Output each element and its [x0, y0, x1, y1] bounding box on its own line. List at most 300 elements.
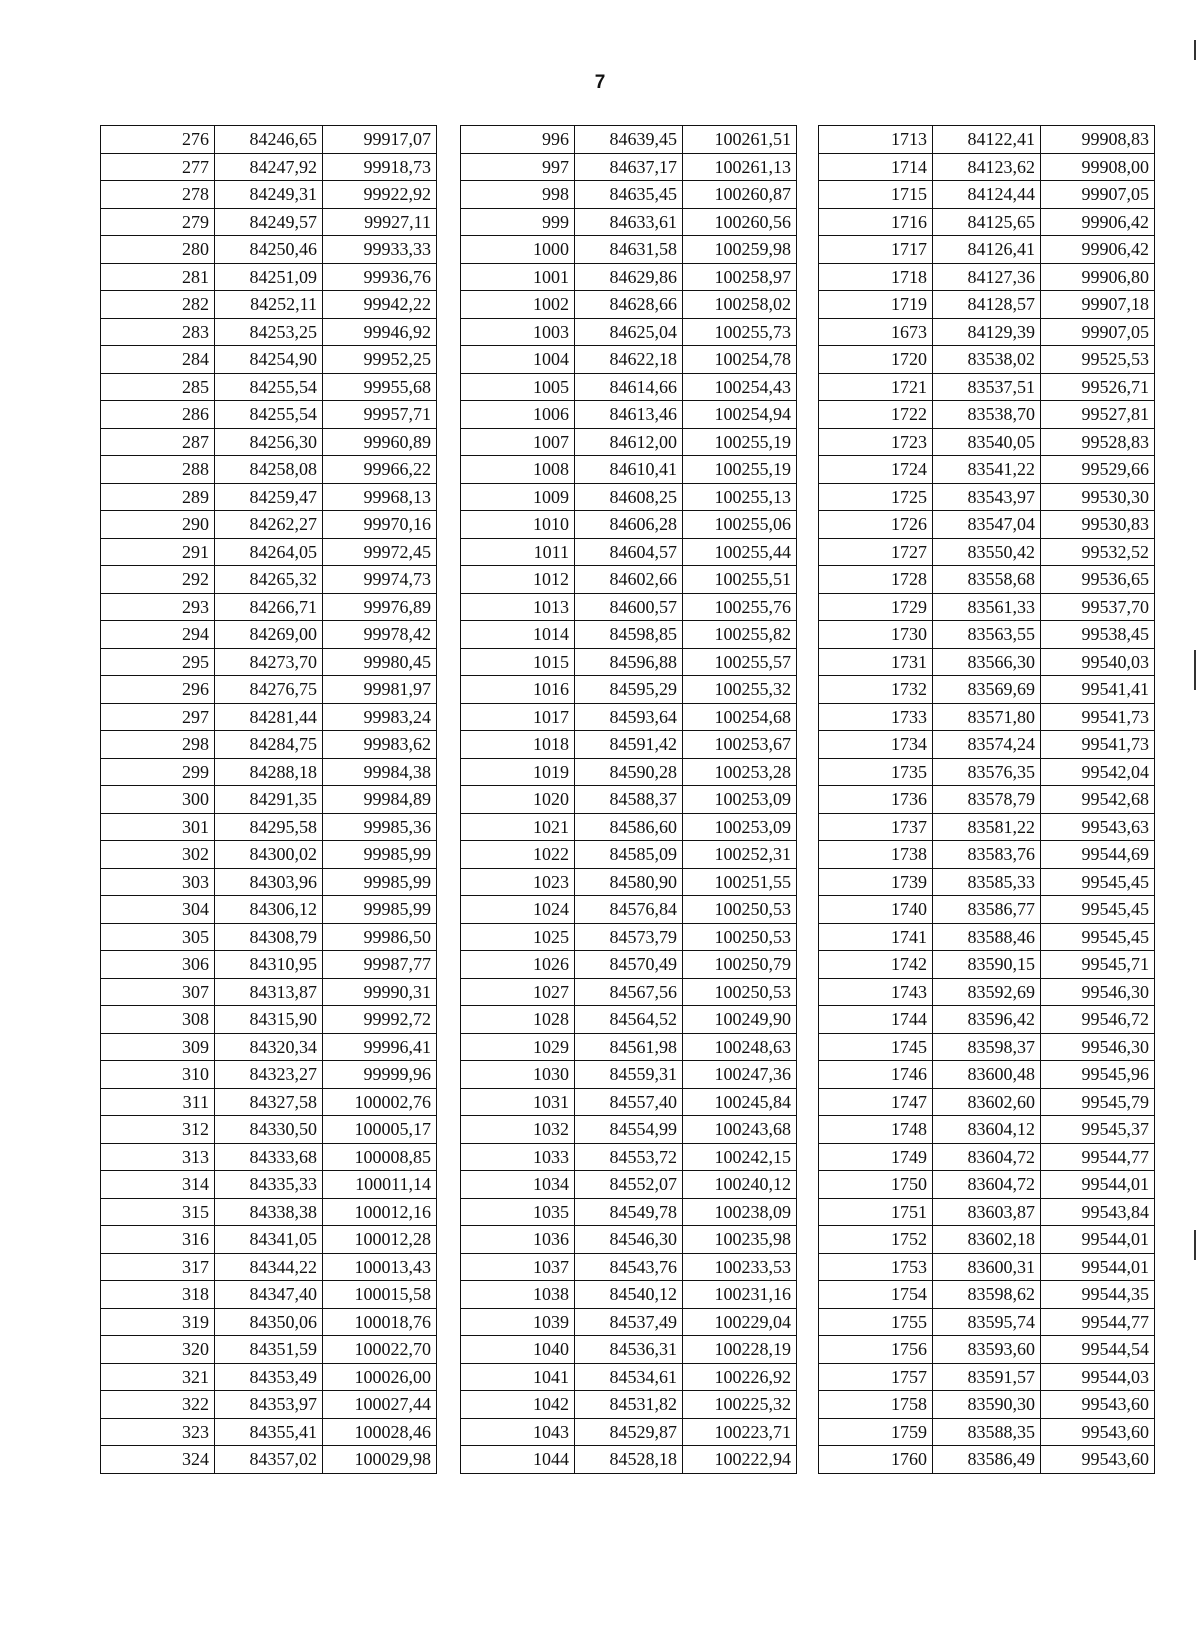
table-row: [461, 951, 797, 979]
point-number-cell: 304: [101, 896, 215, 924]
point-number-cell: 998: [461, 181, 575, 209]
y-coordinate-cell: 99541,41: [1041, 676, 1155, 704]
point-number-cell: 1024: [461, 896, 575, 924]
table-row: [819, 1088, 1155, 1116]
table-row: [819, 1391, 1155, 1419]
x-coordinate-cell: 84350,06: [215, 1308, 323, 1336]
table-row: [461, 538, 797, 566]
y-coordinate-cell: 100255,19: [683, 456, 797, 484]
point-number-cell: 1746: [819, 1061, 933, 1089]
y-coordinate-cell: 99952,25: [323, 346, 437, 374]
x-coordinate-cell: 84259,47: [215, 483, 323, 511]
x-coordinate-cell: 83543,97: [933, 483, 1041, 511]
table-row: [819, 291, 1155, 319]
table-row: [461, 1391, 797, 1419]
y-coordinate-cell: 100261,13: [683, 153, 797, 181]
x-coordinate-cell: 83538,02: [933, 346, 1041, 374]
x-coordinate-cell: 84303,96: [215, 868, 323, 896]
y-coordinate-cell: 99981,97: [323, 676, 437, 704]
x-coordinate-cell: 84335,33: [215, 1171, 323, 1199]
x-coordinate-cell: 83593,60: [933, 1336, 1041, 1364]
point-number-cell: 283: [101, 318, 215, 346]
y-coordinate-cell: 100228,19: [683, 1336, 797, 1364]
x-coordinate-cell: 83600,31: [933, 1253, 1041, 1281]
point-number-cell: 1734: [819, 731, 933, 759]
x-coordinate-cell: 84353,97: [215, 1391, 323, 1419]
y-coordinate-cell: 99936,76: [323, 263, 437, 291]
table-row: [101, 978, 437, 1006]
point-number-cell: 1729: [819, 593, 933, 621]
y-coordinate-cell: 99525,53: [1041, 346, 1155, 374]
table-row: [101, 1418, 437, 1446]
point-number-cell: 303: [101, 868, 215, 896]
point-number-cell: 1745: [819, 1033, 933, 1061]
y-coordinate-cell: 100255,13: [683, 483, 797, 511]
y-coordinate-cell: 100260,87: [683, 181, 797, 209]
point-number-cell: 1037: [461, 1253, 575, 1281]
y-coordinate-cell: 100249,90: [683, 1006, 797, 1034]
y-coordinate-cell: 99906,42: [1041, 208, 1155, 236]
x-coordinate-cell: 84612,00: [575, 428, 683, 456]
x-coordinate-cell: 83588,35: [933, 1418, 1041, 1446]
x-coordinate-cell: 83585,33: [933, 868, 1041, 896]
table-row: [461, 1116, 797, 1144]
point-number-cell: 1758: [819, 1391, 933, 1419]
y-coordinate-cell: 100233,53: [683, 1253, 797, 1281]
point-number-cell: 1754: [819, 1281, 933, 1309]
table-row: [101, 456, 437, 484]
point-number-cell: 1042: [461, 1391, 575, 1419]
y-coordinate-cell: 100255,57: [683, 648, 797, 676]
table-row: [101, 1253, 437, 1281]
x-coordinate-cell: 84559,31: [575, 1061, 683, 1089]
point-number-cell: 278: [101, 181, 215, 209]
x-coordinate-cell: 84536,31: [575, 1336, 683, 1364]
point-number-cell: 1738: [819, 841, 933, 869]
table-body: [461, 126, 797, 1474]
y-coordinate-cell: 99955,68: [323, 373, 437, 401]
table-row: [819, 841, 1155, 869]
y-coordinate-cell: 100002,76: [323, 1088, 437, 1116]
y-coordinate-cell: 99906,42: [1041, 236, 1155, 264]
table-row: [461, 566, 797, 594]
table-row: [461, 373, 797, 401]
x-coordinate-cell: 83602,60: [933, 1088, 1041, 1116]
point-number-cell: 297: [101, 703, 215, 731]
x-coordinate-cell: 84552,07: [575, 1171, 683, 1199]
point-number-cell: 1737: [819, 813, 933, 841]
point-number-cell: 288: [101, 456, 215, 484]
x-coordinate-cell: 84553,72: [575, 1143, 683, 1171]
point-number-cell: 1006: [461, 401, 575, 429]
y-coordinate-cell: 99544,01: [1041, 1226, 1155, 1254]
x-coordinate-cell: 84625,04: [575, 318, 683, 346]
y-coordinate-cell: 100247,36: [683, 1061, 797, 1089]
x-coordinate-cell: 84355,41: [215, 1418, 323, 1446]
table-row: [461, 1006, 797, 1034]
table-row: [819, 951, 1155, 979]
point-number-cell: 1741: [819, 923, 933, 951]
point-number-cell: 280: [101, 236, 215, 264]
point-number-cell: 1013: [461, 593, 575, 621]
table-row: [461, 1281, 797, 1309]
table-row: [819, 1171, 1155, 1199]
point-number-cell: 1756: [819, 1336, 933, 1364]
x-coordinate-cell: 84251,09: [215, 263, 323, 291]
point-number-cell: 1721: [819, 373, 933, 401]
y-coordinate-cell: 99536,65: [1041, 566, 1155, 594]
point-number-cell: 1008: [461, 456, 575, 484]
table-row: [461, 841, 797, 869]
y-coordinate-cell: 100250,79: [683, 951, 797, 979]
table-row: [101, 896, 437, 924]
table-row: [461, 1226, 797, 1254]
x-coordinate-cell: 84622,18: [575, 346, 683, 374]
point-number-cell: 1731: [819, 648, 933, 676]
y-coordinate-cell: 99545,37: [1041, 1116, 1155, 1144]
table-row: [101, 373, 437, 401]
y-coordinate-cell: 99545,96: [1041, 1061, 1155, 1089]
x-coordinate-cell: 84534,61: [575, 1363, 683, 1391]
point-number-cell: 299: [101, 758, 215, 786]
x-coordinate-cell: 84598,85: [575, 621, 683, 649]
point-number-cell: 1736: [819, 786, 933, 814]
table-row: [461, 676, 797, 704]
y-coordinate-cell: 99999,96: [323, 1061, 437, 1089]
x-coordinate-cell: 84247,92: [215, 153, 323, 181]
point-number-cell: 323: [101, 1418, 215, 1446]
x-coordinate-cell: 83586,49: [933, 1446, 1041, 1474]
x-coordinate-cell: 83569,69: [933, 676, 1041, 704]
x-coordinate-cell: 83592,69: [933, 978, 1041, 1006]
y-coordinate-cell: 99544,35: [1041, 1281, 1155, 1309]
x-coordinate-cell: 83563,55: [933, 621, 1041, 649]
y-coordinate-cell: 99946,92: [323, 318, 437, 346]
y-coordinate-cell: 99544,54: [1041, 1336, 1155, 1364]
x-coordinate-cell: 84327,58: [215, 1088, 323, 1116]
y-coordinate-cell: 99927,11: [323, 208, 437, 236]
y-coordinate-cell: 100255,73: [683, 318, 797, 346]
x-coordinate-cell: 84604,57: [575, 538, 683, 566]
table-row: [819, 1418, 1155, 1446]
table-row: [101, 1088, 437, 1116]
table-row: [819, 208, 1155, 236]
x-coordinate-cell: 84310,95: [215, 951, 323, 979]
table-row: [819, 428, 1155, 456]
point-number-cell: 1733: [819, 703, 933, 731]
table-row: [461, 621, 797, 649]
y-coordinate-cell: 100027,44: [323, 1391, 437, 1419]
x-coordinate-cell: 84330,50: [215, 1116, 323, 1144]
point-number-cell: 1739: [819, 868, 933, 896]
y-coordinate-cell: 99538,45: [1041, 621, 1155, 649]
y-coordinate-cell: 99528,83: [1041, 428, 1155, 456]
x-coordinate-cell: 84629,86: [575, 263, 683, 291]
x-coordinate-cell: 83574,24: [933, 731, 1041, 759]
table-row: [461, 346, 797, 374]
y-coordinate-cell: 99968,13: [323, 483, 437, 511]
table-row: [101, 813, 437, 841]
y-coordinate-cell: 99970,16: [323, 511, 437, 539]
table-row: [819, 236, 1155, 264]
table-row: [819, 703, 1155, 731]
y-coordinate-cell: 100022,70: [323, 1336, 437, 1364]
y-coordinate-cell: 100011,14: [323, 1171, 437, 1199]
table-row: [819, 153, 1155, 181]
point-number-cell: 291: [101, 538, 215, 566]
point-number-cell: 1715: [819, 181, 933, 209]
table-row: [819, 1116, 1155, 1144]
point-number-cell: 313: [101, 1143, 215, 1171]
table-row: [461, 593, 797, 621]
table-row: [101, 923, 437, 951]
table-row: [101, 346, 437, 374]
y-coordinate-cell: 99540,03: [1041, 648, 1155, 676]
point-number-cell: 284: [101, 346, 215, 374]
point-number-cell: 1735: [819, 758, 933, 786]
table-row: [461, 923, 797, 951]
table-row: [819, 1226, 1155, 1254]
point-number-cell: 1007: [461, 428, 575, 456]
table-row: [819, 346, 1155, 374]
table-row: [461, 1033, 797, 1061]
y-coordinate-cell: 99933,33: [323, 236, 437, 264]
x-coordinate-cell: 84606,28: [575, 511, 683, 539]
y-coordinate-cell: 100252,31: [683, 841, 797, 869]
table-row: [461, 1253, 797, 1281]
y-coordinate-cell: 99541,73: [1041, 703, 1155, 731]
x-coordinate-cell: 83541,22: [933, 456, 1041, 484]
y-coordinate-cell: 99527,81: [1041, 401, 1155, 429]
y-coordinate-cell: 100245,84: [683, 1088, 797, 1116]
y-coordinate-cell: 99544,01: [1041, 1253, 1155, 1281]
table-row: [101, 676, 437, 704]
x-coordinate-cell: 84557,40: [575, 1088, 683, 1116]
point-number-cell: 1018: [461, 731, 575, 759]
y-coordinate-cell: 99983,62: [323, 731, 437, 759]
y-coordinate-cell: 99543,60: [1041, 1446, 1155, 1474]
x-coordinate-cell: 83537,51: [933, 373, 1041, 401]
point-number-cell: 1730: [819, 621, 933, 649]
point-number-cell: 311: [101, 1088, 215, 1116]
point-number-cell: 282: [101, 291, 215, 319]
y-coordinate-cell: 100012,28: [323, 1226, 437, 1254]
y-coordinate-cell: 100242,15: [683, 1143, 797, 1171]
table-row: [461, 1143, 797, 1171]
point-number-cell: 1004: [461, 346, 575, 374]
y-coordinate-cell: 100255,19: [683, 428, 797, 456]
y-coordinate-cell: 100243,68: [683, 1116, 797, 1144]
table-row: [819, 263, 1155, 291]
table-row: [101, 1391, 437, 1419]
point-number-cell: 1713: [819, 126, 933, 154]
y-coordinate-cell: 99543,60: [1041, 1391, 1155, 1419]
table-row: [819, 1363, 1155, 1391]
x-coordinate-cell: 84546,30: [575, 1226, 683, 1254]
point-number-cell: 302: [101, 841, 215, 869]
x-coordinate-cell: 84341,05: [215, 1226, 323, 1254]
point-number-cell: 1727: [819, 538, 933, 566]
point-number-cell: 292: [101, 566, 215, 594]
x-coordinate-cell: 84295,58: [215, 813, 323, 841]
point-number-cell: 277: [101, 153, 215, 181]
table-row: [101, 153, 437, 181]
x-coordinate-cell: 83591,57: [933, 1363, 1041, 1391]
x-coordinate-cell: 84252,11: [215, 291, 323, 319]
point-number-cell: 1029: [461, 1033, 575, 1061]
point-number-cell: 1003: [461, 318, 575, 346]
y-coordinate-cell: 99917,07: [323, 126, 437, 154]
x-coordinate-cell: 84585,09: [575, 841, 683, 869]
scan-margin-mark: [1194, 1230, 1196, 1260]
y-coordinate-cell: 100250,53: [683, 923, 797, 951]
table-row: [461, 758, 797, 786]
table-row: [461, 703, 797, 731]
point-number-cell: 1030: [461, 1061, 575, 1089]
table-row: [819, 923, 1155, 951]
table-row: [819, 566, 1155, 594]
x-coordinate-cell: 84246,65: [215, 126, 323, 154]
table-row: [101, 538, 437, 566]
point-number-cell: 1749: [819, 1143, 933, 1171]
scan-margin-mark: [1194, 40, 1196, 60]
point-number-cell: 1740: [819, 896, 933, 924]
x-coordinate-cell: 84564,52: [575, 1006, 683, 1034]
y-coordinate-cell: 99990,31: [323, 978, 437, 1006]
y-coordinate-cell: 99957,71: [323, 401, 437, 429]
x-coordinate-cell: 84357,02: [215, 1446, 323, 1474]
y-coordinate-cell: 99544,69: [1041, 841, 1155, 869]
point-number-cell: 1017: [461, 703, 575, 731]
point-number-cell: 1005: [461, 373, 575, 401]
y-coordinate-cell: 99907,05: [1041, 318, 1155, 346]
table-row: [101, 1336, 437, 1364]
y-coordinate-cell: 100028,46: [323, 1418, 437, 1446]
table-row: [461, 236, 797, 264]
point-number-cell: 1031: [461, 1088, 575, 1116]
y-coordinate-cell: 100261,51: [683, 126, 797, 154]
point-number-cell: 320: [101, 1336, 215, 1364]
y-coordinate-cell: 99544,77: [1041, 1143, 1155, 1171]
x-coordinate-cell: 83590,30: [933, 1391, 1041, 1419]
point-number-cell: 1001: [461, 263, 575, 291]
y-coordinate-cell: 99526,71: [1041, 373, 1155, 401]
x-coordinate-cell: 84306,12: [215, 896, 323, 924]
x-coordinate-cell: 84281,44: [215, 703, 323, 731]
y-coordinate-cell: 99530,30: [1041, 483, 1155, 511]
point-number-cell: 1026: [461, 951, 575, 979]
table-row: [101, 1061, 437, 1089]
table-row: [101, 841, 437, 869]
point-number-cell: 1028: [461, 1006, 575, 1034]
table-row: [101, 1171, 437, 1199]
y-coordinate-cell: 99942,22: [323, 291, 437, 319]
point-number-cell: 1743: [819, 978, 933, 1006]
x-coordinate-cell: 83586,77: [933, 896, 1041, 924]
table-row: [461, 896, 797, 924]
x-coordinate-cell: 84602,66: [575, 566, 683, 594]
point-number-cell: 1000: [461, 236, 575, 264]
y-coordinate-cell: 99542,68: [1041, 786, 1155, 814]
x-coordinate-cell: 84308,79: [215, 923, 323, 951]
point-number-cell: 294: [101, 621, 215, 649]
point-number-cell: 306: [101, 951, 215, 979]
x-coordinate-cell: 84613,46: [575, 401, 683, 429]
y-coordinate-cell: 99985,99: [323, 896, 437, 924]
point-number-cell: 1747: [819, 1088, 933, 1116]
table-row: [461, 318, 797, 346]
y-coordinate-cell: 99908,83: [1041, 126, 1155, 154]
table-row: [101, 1006, 437, 1034]
point-number-cell: 307: [101, 978, 215, 1006]
x-coordinate-cell: 84315,90: [215, 1006, 323, 1034]
table-row: [461, 786, 797, 814]
point-number-cell: 290: [101, 511, 215, 539]
y-coordinate-cell: 100251,55: [683, 868, 797, 896]
point-number-cell: 1035: [461, 1198, 575, 1226]
x-coordinate-cell: 83583,76: [933, 841, 1041, 869]
table-row: [819, 896, 1155, 924]
point-number-cell: 1002: [461, 291, 575, 319]
page-number: 7: [594, 72, 606, 93]
table-row: [101, 1281, 437, 1309]
x-coordinate-cell: 84250,46: [215, 236, 323, 264]
x-coordinate-cell: 84123,62: [933, 153, 1041, 181]
table-row: [819, 731, 1155, 759]
table-row: [461, 1446, 797, 1474]
table-row: [101, 1363, 437, 1391]
point-number-cell: 1010: [461, 511, 575, 539]
table-row: [819, 621, 1155, 649]
x-coordinate-cell: 84628,66: [575, 291, 683, 319]
table-row: [819, 1061, 1155, 1089]
coordinates-table-2: [460, 125, 797, 1474]
point-number-cell: 1040: [461, 1336, 575, 1364]
point-number-cell: 1016: [461, 676, 575, 704]
x-coordinate-cell: 83538,70: [933, 401, 1041, 429]
y-coordinate-cell: 99985,36: [323, 813, 437, 841]
point-number-cell: 1753: [819, 1253, 933, 1281]
y-coordinate-cell: 99908,00: [1041, 153, 1155, 181]
table-row: [461, 483, 797, 511]
point-number-cell: 276: [101, 126, 215, 154]
y-coordinate-cell: 100238,09: [683, 1198, 797, 1226]
x-coordinate-cell: 84253,25: [215, 318, 323, 346]
x-coordinate-cell: 84580,90: [575, 868, 683, 896]
table-row: [101, 318, 437, 346]
x-coordinate-cell: 84593,64: [575, 703, 683, 731]
x-coordinate-cell: 84291,35: [215, 786, 323, 814]
point-number-cell: 1043: [461, 1418, 575, 1446]
y-coordinate-cell: 100015,58: [323, 1281, 437, 1309]
x-coordinate-cell: 84608,25: [575, 483, 683, 511]
point-number-cell: 1022: [461, 841, 575, 869]
table-row: [819, 1446, 1155, 1474]
x-coordinate-cell: 84596,88: [575, 648, 683, 676]
x-coordinate-cell: 84531,82: [575, 1391, 683, 1419]
x-coordinate-cell: 84129,39: [933, 318, 1041, 346]
point-number-cell: 295: [101, 648, 215, 676]
table-row: [819, 1006, 1155, 1034]
table-row: [819, 1308, 1155, 1336]
x-coordinate-cell: 84351,59: [215, 1336, 323, 1364]
point-number-cell: 1716: [819, 208, 933, 236]
point-number-cell: 293: [101, 593, 215, 621]
y-coordinate-cell: 99546,72: [1041, 1006, 1155, 1034]
x-coordinate-cell: 83550,42: [933, 538, 1041, 566]
table-row: [101, 1143, 437, 1171]
x-coordinate-cell: 83566,30: [933, 648, 1041, 676]
